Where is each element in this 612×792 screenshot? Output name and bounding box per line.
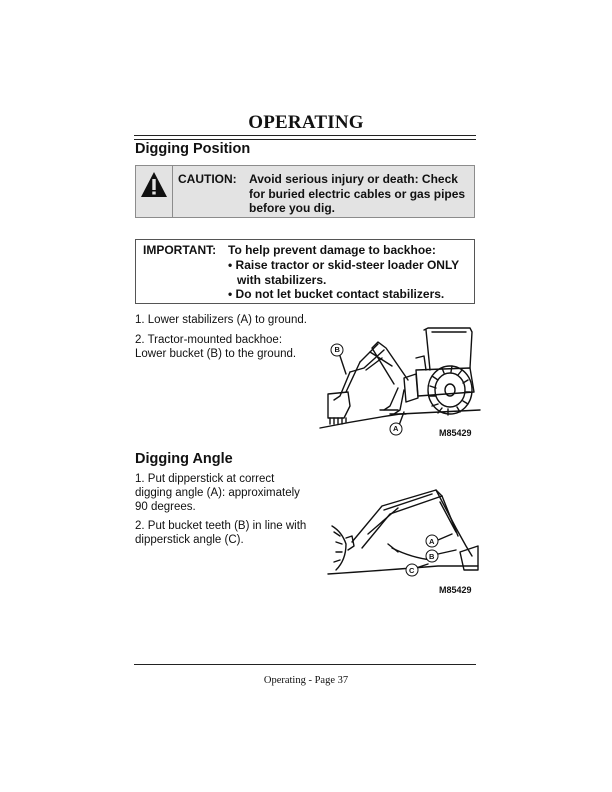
page-footer: Operating - Page 37 bbox=[263, 675, 349, 686]
step-text: 2. Put bucket teeth (B) in line with bbox=[135, 520, 307, 532]
caution-divider bbox=[172, 165, 173, 218]
step-text: 90 degrees. bbox=[135, 501, 196, 513]
caution-text: Avoid serious injury or death: Check for buried electric cables or gas pipes before you dig. bbox=[249, 172, 466, 215]
important-lead: To help prevent damage to backhoe: bbox=[228, 243, 436, 257]
step-text: 2. Tractor-mounted backhoe: bbox=[135, 334, 283, 346]
callout-c-label: C bbox=[409, 565, 415, 575]
step-text: dipperstick angle (C). bbox=[135, 534, 244, 546]
callout-a-label: A bbox=[429, 536, 435, 546]
title-rule-secondary bbox=[134, 139, 476, 140]
title-rule bbox=[134, 135, 476, 136]
page-title: OPERATING bbox=[248, 112, 364, 133]
warning-triangle-icon bbox=[140, 171, 168, 199]
caution-label: CAUTION: bbox=[178, 172, 237, 186]
important-bullet: • Raise tractor or skid-steer loader ONLY with stabilizers. bbox=[228, 258, 459, 287]
step-text: digging angle (A): approximately bbox=[135, 487, 300, 499]
callout-b-label: B bbox=[429, 551, 435, 561]
important-label: IMPORTANT: bbox=[143, 243, 217, 257]
footer-rule bbox=[134, 664, 476, 665]
important-bullet: • Do not let bucket contact stabilizers. bbox=[228, 287, 445, 301]
step-text: Lower bucket (B) to the ground. bbox=[135, 348, 297, 360]
section-heading-digging-angle: Digging Angle bbox=[135, 451, 233, 467]
digging-angle-illustration bbox=[328, 484, 478, 584]
step-text: 1. Lower stabilizers (A) to ground. bbox=[135, 314, 307, 326]
step-text: 1. Put dipperstick at correct bbox=[135, 473, 275, 485]
callout-b-label: B bbox=[334, 345, 340, 354]
section-heading-digging-position: Digging Position bbox=[135, 141, 251, 157]
callout-a-label: A bbox=[393, 424, 399, 433]
figure-code: M85429 bbox=[439, 585, 472, 595]
figure-code: M85429 bbox=[439, 428, 472, 438]
